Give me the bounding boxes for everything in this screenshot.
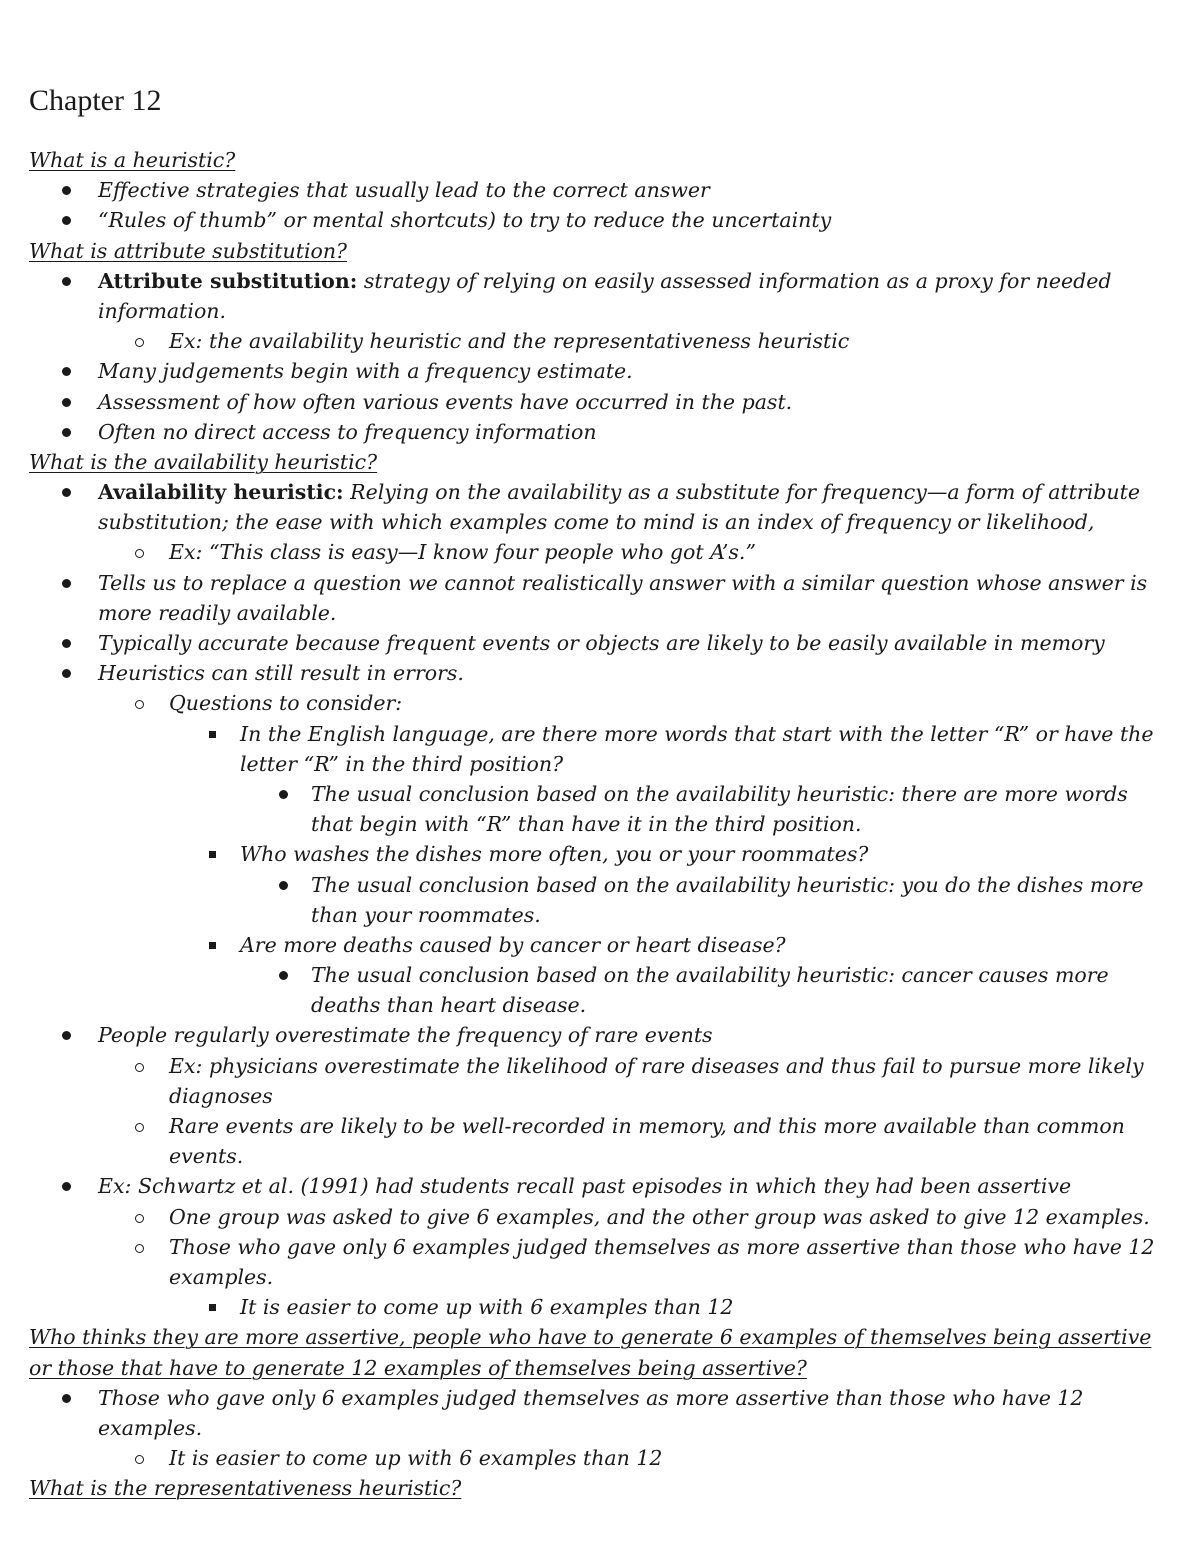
item-text: Ex: the availability heuristic and the representativeness heuristic [169,329,850,354]
list-item [29,1111,1169,1141]
item-text: diagnoses [169,1083,273,1108]
list-item [29,870,1169,900]
item-text: One group was asked to give 6 examples, and the other group was asked to give 12 examples. [169,1204,1150,1229]
notes-content [29,145,1169,1503]
item-text: Tells us to replace a question we cannot realistically answer with a similar question whose answer is [98,570,1148,595]
bullet-circle-icon [135,1111,144,1141]
list-item [29,326,1169,356]
bullet-circle-icon [135,688,144,718]
list-item [29,1171,1169,1201]
question-text: Who thinks they are more assertive, people who have to generate 6 examples of themselves being assertive [29,1325,1152,1350]
list-item [29,1232,1169,1262]
list-item [29,658,1169,688]
item-text: Those who gave only 6 examples judged themselves as more assertive than those who have 12 [98,1385,1084,1410]
list-item [29,417,1169,447]
list-item [29,688,1169,718]
list-item [29,266,1169,296]
list-item [29,205,1169,235]
bullet-dot-icon [62,417,71,447]
bullet-circle-icon [135,537,144,567]
question-text: What is attribute substitution? [29,238,348,263]
item-text: It is easier to come up with 6 examples than 12 [240,1295,734,1320]
list-item [29,960,1169,990]
section-question [29,145,1169,175]
bullet-dot-icon [279,960,288,990]
item-text: examples. [169,1264,274,1289]
bullet-dot-icon [62,387,71,417]
item-text: Ex: physicians overestimate the likelihood of rare diseases and thus fail to pursue more likely [169,1053,1144,1078]
item-text: examples. [98,1415,203,1440]
bullet-square-icon [209,839,216,869]
section-question [29,1473,1169,1503]
item-text: In the English language, are there more words that start with the letter “R” or have the [240,721,1154,746]
item-text: letter “R” in the third position? [240,751,564,776]
term-definition: Relying on the availability as a substitute for frequency—a form of attribute [343,480,1140,505]
item-text: The usual conclusion based on the availability heuristic: cancer causes more [311,963,1109,988]
list-item [29,537,1169,567]
list-item [29,839,1169,869]
bullet-dot-icon [279,870,288,900]
item-text: It is easier to come up with 6 examples than 12 [169,1446,663,1471]
list-item [29,628,1169,658]
list-item [29,990,1169,1020]
item-text: Often no direct access to frequency information [98,419,597,444]
section-question [29,1353,1169,1383]
section-question [29,447,1169,477]
list-item [29,477,1169,507]
question-text: What is the availability heuristic? [29,449,378,474]
item-text: that begin with “R” than have it in the third position. [311,812,862,837]
bullet-dot-icon [62,658,71,688]
list-item [29,356,1169,386]
list-item [29,930,1169,960]
item-text: People regularly overestimate the frequency of rare events [98,1023,713,1048]
bullet-dot-icon [62,1383,71,1413]
item-text: Heuristics can still result in errors. [98,661,464,686]
list-item [29,1141,1169,1171]
question-text: What is the representativeness heuristic? [29,1476,462,1501]
item-text: Who washes the dishes more often, you or your roommates? [240,842,869,867]
item-text: Many judgements begin with a frequency estimate. [98,359,633,384]
list-item [29,1383,1169,1413]
bullet-circle-icon [135,1202,144,1232]
list-item [29,719,1169,749]
bullet-dot-icon [62,175,71,205]
item-text: Questions to consider: [169,691,403,716]
bullet-dot-icon [62,205,71,235]
item-text: Typically accurate because frequent events or objects are likely to be easily available in memory [98,631,1105,655]
bullet-dot-icon [62,477,71,507]
item-text: “Rules of thumb” or mental shortcuts) to try to reduce the uncertainty [98,208,832,233]
term-label: Availability heuristic: [98,480,344,505]
list-item [29,568,1169,598]
question-text: What is a heuristic? [29,148,236,172]
bullet-circle-icon [135,1051,144,1081]
list-item [29,1051,1169,1081]
bullet-circle-icon [135,326,144,356]
bullet-dot-icon [62,1171,71,1201]
bullet-dot-icon [62,628,71,658]
bullet-square-icon [209,1292,216,1322]
term-definition: strategy of relying on easily assessed information as a proxy for needed [357,268,1112,293]
item-text: Are more deaths caused by cancer or heart disease? [240,932,786,957]
item-text: Those who gave only 6 examples judged themselves as more assertive than those who have 12 [169,1234,1155,1259]
list-item [29,809,1169,839]
list-item [29,1262,1169,1292]
bullet-dot-icon [62,266,71,296]
section-question [29,236,1169,266]
section-question [29,1322,1169,1352]
list-item [29,1202,1169,1232]
bullet-square-icon [209,719,216,749]
item-text: deaths than heart disease. [311,993,587,1018]
list-item [29,296,1169,326]
item-text: Rare events are likely to be well-recorded in memory, and this more available than common [169,1114,1125,1138]
item-text: information. [98,298,227,323]
item-text [98,477,1140,507]
item-text: Assessment of how often various events have occurred in the past. [98,389,793,414]
item-text: The usual conclusion based on the availability heuristic: there are more words [311,781,1128,806]
list-item [29,900,1169,930]
list-item [29,749,1169,779]
list-item [29,1081,1169,1111]
bullet-dot-icon [279,779,288,809]
list-item [29,1020,1169,1050]
list-item [29,1443,1169,1473]
bullet-dot-icon [62,1020,71,1050]
list-item [29,1292,1169,1322]
question-text: or those that have to generate 12 examples of themselves being assertive? [29,1355,807,1380]
list-item [29,1413,1169,1443]
item-text: substitution; the ease with which examples come to mind is an index of frequency or likelihood, [98,510,1095,535]
list-item [29,779,1169,809]
item-text [98,266,1112,296]
item-text: more readily available. [98,600,337,625]
bullet-circle-icon [135,1443,144,1473]
bullet-square-icon [209,930,216,960]
item-text: The usual conclusion based on the availability heuristic: you do the dishes more [311,872,1144,897]
bullet-circle-icon [135,1232,144,1262]
page-title: Chapter 12 [29,84,162,117]
list-item [29,387,1169,417]
list-item [29,175,1169,205]
item-text: than your roommates. [311,902,541,927]
bullet-dot-icon [62,568,71,598]
term-label: Attribute substitution: [98,268,358,293]
item-text: Ex: “This class is easy—I know four people who got A’s.” [169,540,756,565]
list-item [29,507,1169,537]
item-text: Ex: Schwartz et al. (1991) had students recall past episodes in which they had been assertive [98,1174,1072,1199]
item-text: events. [169,1144,244,1169]
bullet-dot-icon [62,356,71,386]
list-item [29,598,1169,628]
item-text: Effective strategies that usually lead to the correct answer [98,178,710,203]
